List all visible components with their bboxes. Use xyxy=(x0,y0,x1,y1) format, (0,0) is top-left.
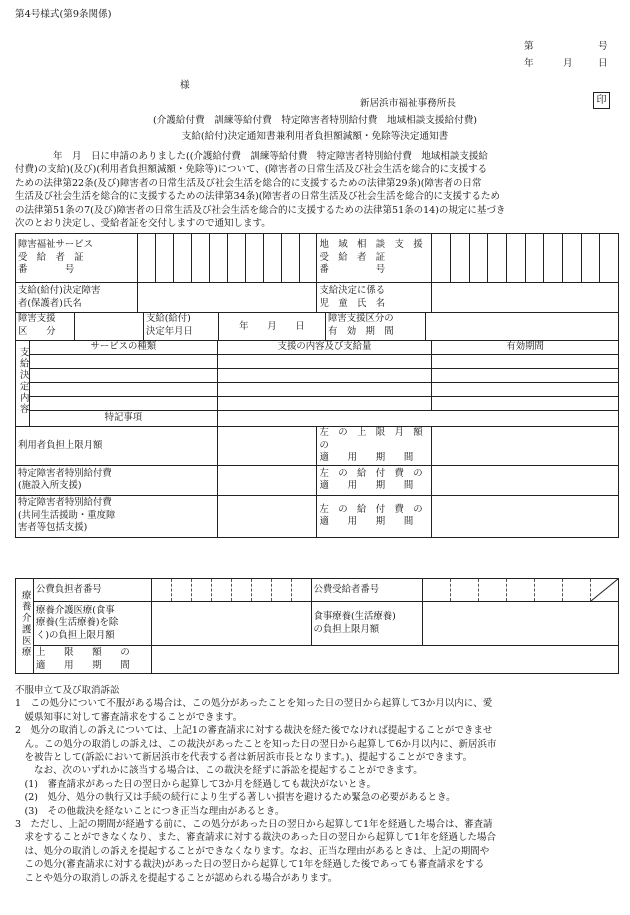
limit-period-field[interactable] xyxy=(432,427,619,466)
decision-content-side-label xyxy=(16,341,30,427)
label-line: 左 の 上 限 月 額 の xyxy=(319,427,432,451)
appeal-heading: 不服申立て及び取消訴訟 xyxy=(15,685,120,696)
appeal-line: ん。この処分の取消しの訴えは、この裁決があったことを知った日の翌日から起算して6か月以内に、新居浜市 xyxy=(15,738,497,750)
decided-person-name-label xyxy=(16,283,138,313)
meal-limit-label xyxy=(311,602,423,646)
support-category-field[interactable] xyxy=(75,313,144,340)
appeal-line: は、処分の取消しの訴えを提起することができなくなります。なお、正当な理由があるときは、上記の期間や xyxy=(15,845,490,857)
welfare-cert-number-cells[interactable] xyxy=(137,234,317,283)
service-row[interactable] xyxy=(217,397,432,411)
appeal-line: (1) 審査請求があった日の翌日から起算して3か月を経過しても裁決がないとき。 xyxy=(15,778,377,790)
appeal-line: なお、次のいずれかに該当する場合は、この裁決を経ずに訴訟を提起することができます。 xyxy=(15,765,423,777)
label-line: 番 号 xyxy=(18,264,75,276)
intro-line: 年 月 日に申請のありました((介護給付費 訓練等給付費 特定障害者特別給付費 地域相談支援給 xyxy=(15,151,488,162)
medical-care-table xyxy=(15,578,619,674)
label-line: 有 効 期 間 xyxy=(328,325,394,337)
title-line-2: 支給(給付)決定通知書兼利用者負担額減額・免除等決定通知書 xyxy=(181,131,449,142)
date-day: 日 xyxy=(598,58,608,69)
service-row[interactable] xyxy=(29,383,217,397)
service-row[interactable] xyxy=(217,383,432,397)
title-line-1: (介護給付費 訓練等給付費 特定障害者特別給付費 地域相談支援給付費) xyxy=(152,115,478,126)
label-line: 適 用 期 間 xyxy=(319,480,414,491)
appeal-line: 求をすることができなくなり、また、審査請求に対する裁決のあった日の翌日から起算して1年を経過した場合 xyxy=(15,832,496,844)
label-line: 番 号 xyxy=(319,264,386,276)
col-valid-period: 有効期間 xyxy=(432,341,619,355)
special-benefit-group-field[interactable] xyxy=(217,495,317,537)
decision-table xyxy=(15,233,619,538)
appeal-section xyxy=(15,684,620,885)
child-name-field[interactable] xyxy=(432,283,619,313)
label-line: 支給(給付) xyxy=(146,313,191,324)
limit-period-label xyxy=(33,646,151,674)
label-line: 障害支援区分の xyxy=(328,313,394,324)
payer-number-label: 公費負担者番号 xyxy=(33,579,151,602)
label-line: 児 童 氏 名 xyxy=(319,297,386,309)
special-notes-field[interactable] xyxy=(217,411,618,427)
service-row[interactable] xyxy=(432,355,619,369)
intro-paragraph xyxy=(15,150,620,230)
label-line: 区 分 xyxy=(18,325,56,337)
benefit-period-label-2 xyxy=(317,495,432,537)
payer-number-cells[interactable] xyxy=(151,579,311,602)
consult-cert-number-label xyxy=(317,234,432,283)
label-line: く)の負担上限月額 xyxy=(35,629,115,641)
issuer-name: 新居浜市福祉事務所長 xyxy=(360,98,456,109)
appeal-line: ことや処分の取消しの訴えを提起することが認められる場合があります。 xyxy=(15,872,338,884)
medical-limit-label xyxy=(33,602,151,646)
benefit-period-field[interactable] xyxy=(432,465,619,495)
label-line: 療養(生活療養)を除 xyxy=(35,617,119,629)
service-row[interactable] xyxy=(432,397,619,411)
col-service-type: サービスの種類 xyxy=(29,341,217,355)
appeal-line: を被告として(訴訟において新居浜市を代表する者は新居浜市長となります。)、提起することができます。 xyxy=(15,752,473,764)
label-line: (施設入所支援) xyxy=(18,480,82,491)
special-benefit-facility-label xyxy=(16,465,218,495)
intro-line: の法律第51条の7(及び)障害者の日常生活及び社会生活を総合的に支援するための法律第51条の14)の規定に基づき xyxy=(15,204,506,216)
appeal-line: 媛県知事に対して審査請求をすることができます。 xyxy=(15,711,243,723)
support-category-label xyxy=(16,313,75,340)
user-burden-limit-field[interactable] xyxy=(217,427,317,466)
user-burden-limit-label: 利用者負担上限月額 xyxy=(16,427,218,466)
doc-number-gou: 号 xyxy=(598,41,608,52)
diagonal-slash xyxy=(591,579,618,601)
date-month: 月 xyxy=(563,58,573,69)
benefit-period-field-2[interactable] xyxy=(432,495,619,537)
label-line: 療養介護医療(食事 xyxy=(35,604,115,616)
label-line: 者(保護者)氏名 xyxy=(18,297,82,309)
limit-period-label xyxy=(317,427,432,466)
service-row[interactable] xyxy=(432,369,619,383)
label-line: 害者等包括支援) xyxy=(18,522,88,534)
side-label-text: 支給決定内容 xyxy=(17,347,29,416)
form-label: 第4号様式(第9条関係) xyxy=(15,9,112,20)
recipient-number-cells[interactable] xyxy=(423,579,619,602)
consult-cert-number-cells[interactable] xyxy=(432,234,619,283)
meal-limit-field[interactable] xyxy=(423,602,619,646)
category-validity-field[interactable] xyxy=(426,313,618,340)
appeal-line: (2) 処分、処分の執行又は手続の続行により生ずる著しい損害を避けるため緊急の必要があるとき。 xyxy=(15,792,456,804)
appeal-line: 2 処分の取消しの訴えについては、上記1の審査請求に対する裁決を経た後でなければ提起することができませ xyxy=(15,725,493,737)
label-line: (共同生活援助・重度障 xyxy=(18,509,116,521)
label-line: 左 の 給 付 費 の xyxy=(319,467,423,479)
special-notes-label: 特記事項 xyxy=(29,411,217,427)
welfare-cert-number-label xyxy=(16,234,138,283)
addressee-sama: 様 xyxy=(180,80,190,91)
benefit-period-label xyxy=(317,465,432,495)
date-year: 年 xyxy=(524,58,534,69)
label-line: 決定年月日 xyxy=(146,325,193,337)
service-row[interactable] xyxy=(29,369,217,383)
label-line: 左 の 給 付 費 の xyxy=(319,503,423,515)
label-line: 受 給 者 証 xyxy=(18,251,84,263)
category-validity-label xyxy=(326,313,426,340)
label-line: 特定障害者特別給付費 xyxy=(18,497,112,509)
service-row[interactable] xyxy=(29,397,217,411)
service-row[interactable] xyxy=(432,383,619,397)
label-line: 適 用 期 間 xyxy=(35,659,130,671)
service-row[interactable] xyxy=(29,355,217,369)
label-line: の負担上限月額 xyxy=(313,623,380,635)
label-line: 適 用 期 間 xyxy=(319,516,414,527)
decision-date-label xyxy=(144,313,219,340)
label-line: 障害福祉サービス xyxy=(18,239,94,251)
label-line: 食事療養(生活療養) xyxy=(313,611,396,622)
doc-number-dai: 第 xyxy=(524,41,534,52)
label-line: 受 給 者 証 xyxy=(319,251,386,263)
recipient-number-label: 公費受給者番号 xyxy=(311,579,423,602)
appeal-line: 3 ただし、上記の期間が経過する前に、この処分があった日の翌日から起算して1年を経過した場合は、審査請 xyxy=(15,819,493,831)
intro-line: 付費)の支給)(及び)(利用者負担額減額・免除等)について、(障害者の日常生活及び社会生活を総合的に支援する xyxy=(15,164,488,176)
service-row[interactable] xyxy=(217,369,432,383)
service-row[interactable] xyxy=(217,355,432,369)
special-benefit-facility-field[interactable] xyxy=(217,465,317,495)
label-line: 支給決定に係る xyxy=(319,285,386,296)
appeal-line: 1 この処分について不服がある場合は、この処分があったことを知った日の翌日から起算して3か月以内に、愛 xyxy=(15,698,493,710)
col-support-content: 支援の内容及び支給量 xyxy=(217,341,432,355)
intro-line: 次のとおり決定し、受給者証を交付しますので通知します。 xyxy=(15,218,271,230)
limit-period-field[interactable] xyxy=(151,646,618,674)
child-name-label xyxy=(317,283,432,313)
intro-line: 生活及び社会生活を総合的に支援するための法律第34条)(障害者の日常生活及び社会生活を総合的に支援するため xyxy=(15,191,501,203)
appeal-line: この処分(審査請求に対する裁決)があった日の翌日から起算して1年を経過した後であっても審査請求をする xyxy=(15,859,485,871)
support-category-row xyxy=(16,313,619,341)
label-line: 特定障害者特別給付費 xyxy=(18,467,112,479)
label-line: 適 用 期 間 xyxy=(319,452,414,463)
special-benefit-group-label xyxy=(16,495,218,537)
label-line: 支給(給付)決定障害 xyxy=(18,285,101,296)
seal-box: 印 xyxy=(593,92,610,109)
side-label-text: 療養介護医療 xyxy=(19,589,31,658)
appeal-line: (3) その他裁決を経ないことにつき正当な理由があるとき。 xyxy=(15,805,285,817)
decided-person-name-field[interactable] xyxy=(137,283,317,313)
decision-date-field[interactable]: 年 月 日 xyxy=(219,313,326,340)
label-line: 上 限 額 の xyxy=(35,647,130,658)
label-line: 地 域 相 談 支 援 xyxy=(319,239,423,251)
label-line: 障害支援 xyxy=(18,313,56,324)
medical-side-label xyxy=(16,579,34,674)
intro-line: ための法律第22条(及び)障害者の日常生活及び社会生活を総合的に支援するための法律第29条)(障害者の日常 xyxy=(15,177,482,189)
medical-limit-field[interactable] xyxy=(151,602,311,646)
